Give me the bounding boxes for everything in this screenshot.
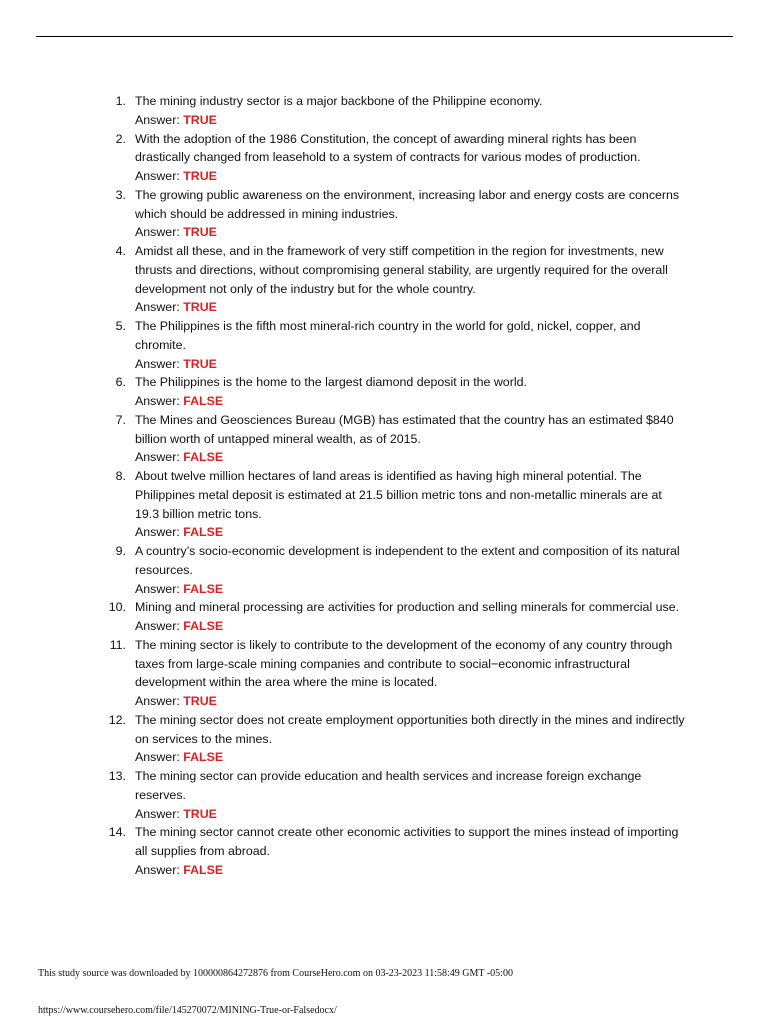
question-number: 6. bbox=[115, 375, 126, 390]
question-item bbox=[96, 317, 688, 373]
question-number: 12. bbox=[108, 712, 126, 727]
question-number: 14. bbox=[108, 825, 126, 840]
answer-label: Answer: bbox=[135, 581, 180, 596]
question-number: 1. bbox=[115, 94, 126, 108]
question-item bbox=[96, 767, 688, 823]
question-item bbox=[96, 823, 688, 879]
answer-line bbox=[135, 392, 688, 411]
question-item bbox=[96, 542, 688, 598]
answer-line bbox=[135, 355, 688, 374]
answer-label: Answer: bbox=[135, 619, 180, 633]
answer-label: Answer: bbox=[135, 862, 180, 877]
answer-value: TRUE bbox=[183, 300, 217, 315]
answer-value: FALSE bbox=[183, 394, 224, 408]
question-text: The Mines and Geosciences Bureau (MGB) has estimated that the country has an estimated $840 billion worth of untapped mineral wealth, as of 2015. bbox=[135, 412, 674, 446]
question-item bbox=[96, 92, 688, 130]
answer-label: Answer: bbox=[135, 300, 180, 315]
answer-value: FALSE bbox=[183, 581, 224, 596]
question-item bbox=[96, 411, 688, 467]
question-number: 10. bbox=[108, 600, 126, 615]
answer-line bbox=[135, 617, 688, 636]
answer-line bbox=[135, 523, 688, 542]
answer-line bbox=[135, 805, 688, 824]
answer-line bbox=[135, 580, 688, 599]
question-text: The Philippines is the home to the largest diamond deposit in the world. bbox=[135, 375, 527, 390]
question-number: 8. bbox=[115, 469, 126, 483]
answer-line bbox=[135, 748, 688, 767]
answer-value: TRUE bbox=[183, 806, 217, 821]
question-text: With the adoption of the 1986 Constitution, the concept of awarding mineral rights has been drastically changed from leasehold to a system of contracts for various modes of production. bbox=[135, 131, 641, 165]
question-item bbox=[96, 373, 688, 411]
answer-label: Answer: bbox=[135, 225, 180, 240]
answer-value: TRUE bbox=[183, 225, 217, 240]
question-text: The mining sector can provide education and health services and increase foreign exchange reserves. bbox=[135, 769, 642, 802]
answer-label: Answer: bbox=[135, 694, 180, 708]
question-text: The mining industry sector is a major backbone of the Philippine economy. bbox=[135, 94, 543, 108]
question-number: 7. bbox=[115, 412, 126, 427]
question-item bbox=[96, 186, 688, 242]
question-number: 11. bbox=[109, 637, 126, 652]
question-item bbox=[96, 598, 688, 636]
question-number: 5. bbox=[115, 319, 126, 333]
answer-label: Answer: bbox=[135, 806, 180, 821]
answer-line bbox=[135, 298, 688, 317]
answer-label: Answer: bbox=[135, 112, 180, 127]
answer-value: FALSE bbox=[183, 619, 224, 633]
answer-value: FALSE bbox=[183, 450, 224, 465]
question-item bbox=[96, 467, 688, 542]
answer-value: FALSE bbox=[183, 750, 224, 765]
question-number: 9. bbox=[115, 544, 126, 558]
answer-value: TRUE bbox=[183, 356, 217, 371]
question-text: The growing public awareness on the environment, increasing labor and energy costs are concerns which should be addressed in mining industries. bbox=[135, 187, 680, 221]
question-list bbox=[96, 92, 688, 880]
question-number: 4. bbox=[115, 244, 126, 258]
source-url-link[interactable]: https://www.coursehero.com/file/145270072/MINING-True-or-Falsedocx/ bbox=[38, 1005, 337, 1016]
question-text: The mining sector does not create employment opportunities both directly in the mines and indirectly on services to the mines. bbox=[135, 712, 685, 746]
answer-label: Answer: bbox=[135, 450, 180, 465]
question-text: The mining sector cannot create other economic activities to support the mines instead of importing all supplies from abroad. bbox=[135, 825, 679, 858]
question-text: A country’s socio-economic development is independent to the extent and composition of its natural resources. bbox=[135, 544, 680, 577]
answer-value: TRUE bbox=[183, 169, 217, 183]
answer-line bbox=[135, 692, 688, 711]
answer-label: Answer: bbox=[135, 356, 180, 371]
answer-line bbox=[135, 861, 688, 880]
answer-label: Answer: bbox=[135, 525, 180, 540]
answer-label: Answer: bbox=[135, 394, 180, 408]
answer-line bbox=[135, 167, 688, 186]
question-item bbox=[96, 636, 688, 711]
header-divider bbox=[36, 36, 733, 37]
answer-line bbox=[135, 111, 688, 130]
question-item bbox=[96, 711, 688, 767]
answer-label: Answer: bbox=[135, 169, 180, 183]
question-number: 13. bbox=[108, 769, 126, 783]
answer-value: TRUE bbox=[183, 112, 217, 127]
answer-value: TRUE bbox=[183, 694, 217, 708]
answer-label: Answer: bbox=[135, 750, 180, 765]
download-notice: This study source was downloaded by 100000864272876 from CourseHero.com on 03-23-2023 11:58:49 GMT -05:00 bbox=[38, 968, 513, 979]
answer-line bbox=[135, 223, 688, 242]
question-number: 3. bbox=[115, 187, 126, 202]
question-number: 2. bbox=[115, 131, 126, 146]
answer-line bbox=[135, 448, 688, 467]
answer-value: FALSE bbox=[183, 862, 224, 877]
answer-value: FALSE bbox=[183, 525, 224, 540]
question-text: The mining sector is likely to contribute to the development of the economy of any country through taxes from large-scale mining companies and contribute to social−economic infrastructural development within the area where the mine is located. bbox=[135, 637, 673, 690]
question-text: About twelve million hectares of land areas is identified as having high mineral potential. The Philippines metal deposit is estimated at 21.5 billion metric tons and non-metallic minerals are at 19.3 billion metric tons. bbox=[135, 469, 662, 521]
question-item bbox=[96, 242, 688, 317]
question-text: Mining and mineral processing are activities for production and selling minerals for commercial use. bbox=[135, 600, 680, 615]
question-item bbox=[96, 130, 688, 186]
question-text: The Philippines is the fifth most mineral-rich country in the world for gold, nickel, copper, and chromite. bbox=[135, 319, 641, 352]
question-text: Amidst all these, and in the framework of very stiff competition in the region for investments, new thrusts and directions, without compromising general stability, are urgently required for the overall development not only of the industry but for the whole country. bbox=[135, 244, 668, 296]
